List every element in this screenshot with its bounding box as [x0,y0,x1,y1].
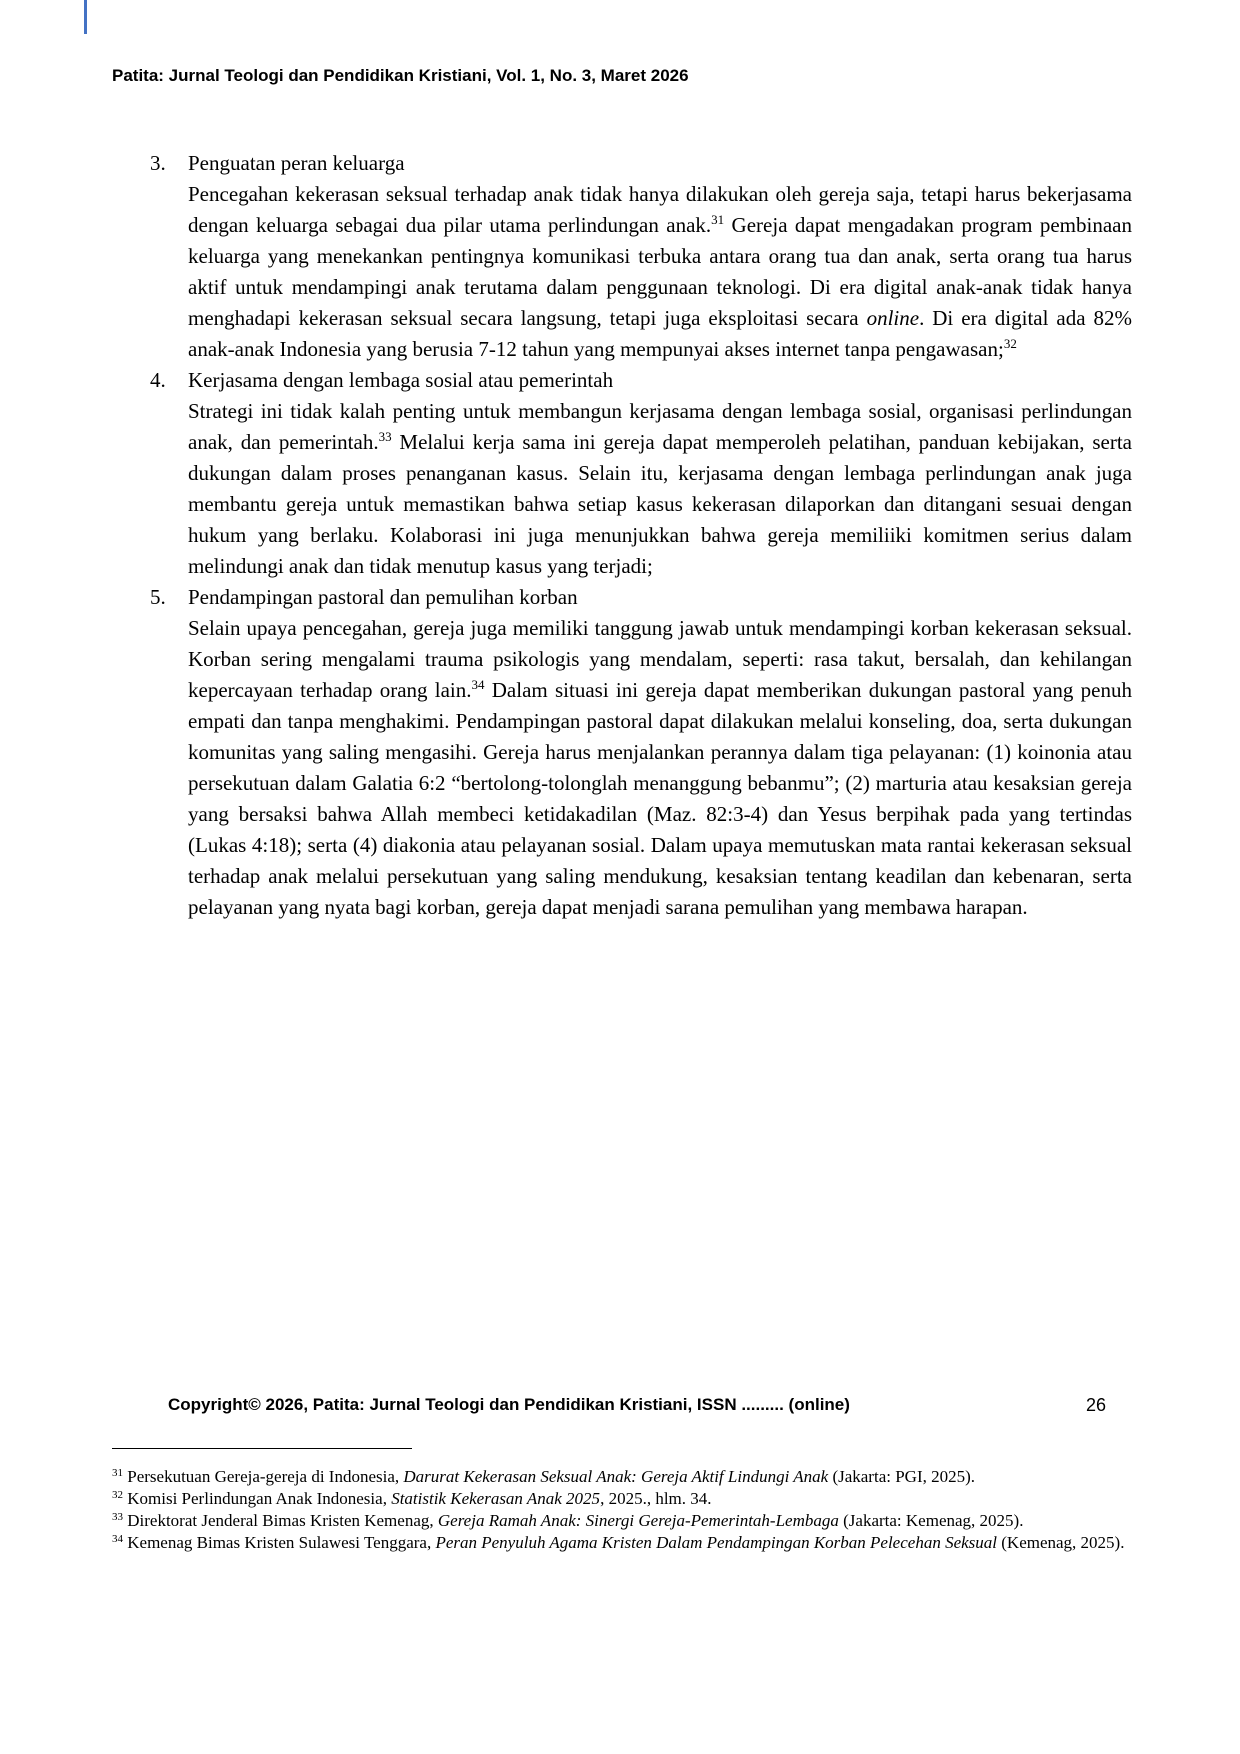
text-run: Selain upaya pencegahan, gereja juga memiliki tanggung jawab untuk mendampingi korban kekerasan seksual. Korban sering mengalami trauma psikologis yang mendalam, seperti: rasa takut, bersalah, dan kehilangan kepercayaan terhadap orang lain. [188,616,1132,702]
list-item-number: 3. [150,151,166,175]
italic-text: Peran Penyuluh Agama Kristen Dalam Pendampingan Korban Pelecehan Seksual [435,1533,997,1552]
footnote-text [123,1467,975,1486]
footnote-text [123,1533,1124,1552]
list-item-content [188,582,1132,923]
list-item-paragraph [188,396,1132,582]
list-item-content [188,148,1132,365]
footnote-number: 31 [112,1467,123,1479]
list-item-content [188,365,1132,582]
text-run: Melalui kerja sama ini gereja dapat memperoleh pelatihan, panduan kebijakan, serta dukungan dalam proses penanganan kasus. Selain itu, kerjasama dengan lembaga perlindungan anak juga membantu gereja untuk memastikan bahwa setiap kasus kekerasan dilaporkan dan ditangani sesuai dengan hukum yang berlaku. Kolaborasi ini juga menunjukkan bahwa gereja memiliiki komitmen serius dalam melindungi anak dan tidak menutup kasus yang terjadi; [188,430,1132,578]
italic-text: Statistik Kekerasan Anak 2025 [391,1489,601,1508]
italic-text: Gereja Ramah Anak: Sinergi Gereja-Pemerintah-Lembaga [437,1511,839,1530]
italic-text: online [866,306,920,330]
footnotes [112,1466,1126,1554]
footnote-32 [112,1488,1126,1510]
text-run: Komisi Perlindungan Anak Indonesia, [123,1489,392,1508]
text-run: (Jakarta: Kemenag, 2025). [838,1511,1024,1530]
text-run: Dalam situasi ini gereja dapat memberikan dukungan pastoral yang penuh empati dan tanpa menghakimi. Pendampingan pastoral dapat dilakukan melalui konseling, doa, serta dukungan komunitas yang saling mengasihi. Gereja harus menjalankan perannya dalam tiga pelayanan: (1) koinonia atau persekutuan dalam Galatia 6:2 “bertolong-tolonglah menanggung bebanmu”; (2) marturia atau kesaksian gereja yang bersaksi bahwa Allah membeci ketidakadilan (Maz. 82:3-4) dan Yesus berpihak pada yang tertindas (Lukas 4:18); serta (4) diakonia atau pelayanan sosial. Dalam upaya memutuskan mata rantai kekerasan seksual terhadap anak melalui persekutuan yang saling mendukung, kesaksian tentang keadilan dan kebenaran, serta pelayanan yang nyata bagi korban, gereja dapat menjadi sarana pemulihan yang membawa harapan. [188,678,1132,919]
footnote-reference: 31 [711,212,725,227]
text-run: , 2025., hlm. 34. [600,1489,712,1508]
footnote-34 [112,1532,1126,1554]
text-run: (Jakarta: PGI, 2025). [828,1467,976,1486]
footnote-reference: 33 [378,429,392,444]
text-run: Gereja dapat mengadakan program pembinaan keluarga yang menekankan pentingnya komunikasi terbuka antara orang tua dan anak, serta orang tua harus aktif untuk mendampingi anak terutama dalam penggunaan teknologi. Di era digital anak-anak tidak hanya menghadapi kekerasan seksual secara langsung, tetapi juga eksploitasi secara [188,213,1132,330]
text-run: . Di era digital ada 82% anak-anak Indonesia yang berusia 7-12 tahun yang mempunyai akses internet tanpa pengawasan; [188,306,1132,361]
article-body [150,148,1132,923]
list-item-paragraph [188,179,1132,365]
list-item-number: 5. [150,585,166,609]
text-run: Kemenag Bimas Kristen Sulawesi Tenggara, [123,1533,436,1552]
footer-copyright: Copyright© 2026, Patita: Jurnal Teologi dan Pendidikan Kristiani, ISSN ......... (online) [168,1395,850,1414]
list-item-paragraph [188,613,1132,923]
text-run: Strategi ini tidak kalah penting untuk membangun kerjasama dengan lembaga sosial, organisasi perlindungan anak, dan pemerintah. [188,399,1132,454]
list-item-4 [150,365,1132,582]
footnote-reference: 32 [1003,336,1017,351]
footnote-separator [112,1448,412,1449]
footnote-33 [112,1510,1126,1532]
footnote-number: 34 [112,1533,123,1545]
page-edge-accent-bar [84,0,87,34]
text-run: Persekutuan Gereja-gereja di Indonesia, [123,1467,404,1486]
list-item-3 [150,148,1132,365]
text-run: Direktorat Jenderal Bimas Kristen Kemenag, [123,1511,438,1530]
italic-text: Darurat Kekerasan Seksual Anak: Gereja Aktif Lindungi Anak [403,1467,829,1486]
footnote-reference: 34 [471,677,485,692]
footnote-text [123,1489,712,1508]
text-run: Pencegahan kekerasan seksual terhadap anak tidak hanya dilakukan oleh gereja saja, tetapi harus bekerjasama dengan keluarga sebagai dua pilar utama perlindungan anak. [188,182,1132,237]
text-run: (Kemenag, 2025). [997,1533,1125,1552]
footnote-text [123,1511,1023,1530]
list-item-heading: Penguatan peran keluarga [188,151,405,175]
list-item-heading: Pendampingan pastoral dan pemulihan korban [188,585,578,609]
list-item-heading: Kerjasama dengan lembaga sosial atau pemerintah [188,368,614,392]
running-header: Patita: Jurnal Teologi dan Pendidikan Kristiani, Vol. 1, No. 3, Maret 2026 [112,66,689,85]
page-number: 26 [1086,1395,1107,1415]
list-item-5 [150,582,1132,923]
footnote-number: 32 [112,1489,123,1501]
list-item-number: 4. [150,368,166,392]
footnote-number: 33 [112,1511,123,1523]
footnote-31 [112,1466,1126,1488]
